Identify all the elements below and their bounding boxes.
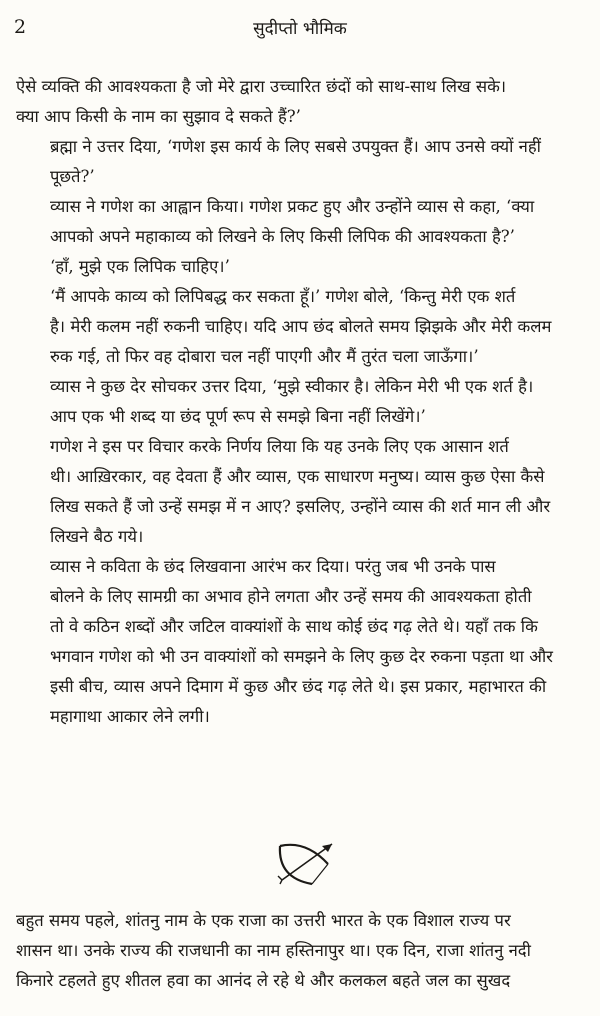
text-line: रुक गई, तो फिर वह दोबारा चल नहीं पाएगी और मैं तुरंत चला जाऊँगा।’ [50, 347, 479, 366]
text-line: ऐसे व्यक्ति की आवश्यकता है जो मेरे द्वारा उच्चारित छंदों को साथ-साथ लिख सके। [16, 77, 507, 96]
text-line: लिखने बैठ गये। [50, 527, 144, 546]
paragraph [16, 252, 588, 282]
paragraph [16, 72, 588, 132]
text-line: बोलने के लिए सामग्री का अभाव होने लगता और उन्हें समय की आवश्यकता होती [50, 587, 532, 606]
page-header [0, 10, 600, 50]
text-line: गणेश ने इस पर विचार करके निर्णय लिया कि यह उनके लिए एक आसान शर्त [50, 437, 509, 456]
closing-paragraph [16, 906, 588, 996]
paragraph [16, 192, 588, 252]
text-line: है। मेरी कलम नहीं रुकनी चाहिए। यदि आप छंद बोलते समय झिझके और मेरी कलम [50, 317, 552, 336]
bow-and-arrow-icon [272, 834, 338, 890]
text-line: महागाथा आकार लेने लगी। [50, 707, 210, 726]
text-line: व्यास ने कविता के छंद लिखवाना आरंभ कर दिया। परंतु जब भी उनके पास [50, 557, 496, 576]
running-head-author: सुदीप्तो भौमिक [253, 19, 347, 39]
paragraph [16, 132, 588, 192]
text-line: लिख सकते हैं जो उन्हें समझ में न आए? इसलिए, उन्होंने व्यास की शर्त मान ली और [50, 497, 551, 516]
text-line: ब्रह्मा ने उत्तर दिया, ‘गणेश इस कार्य के लिए सबसे उपयुक्त हैं। आप उनसे क्यों नहीं [50, 137, 541, 156]
text-line: इसी बीच, व्यास अपने दिमाग में कुछ और छंद गढ़ लेते थे। इस प्रकार, महाभारत की [50, 677, 547, 696]
text-line: ‘हाँ, मुझे एक लिपिक चाहिए।’ [50, 257, 230, 276]
text-line: ‘मैं आपके काव्य को लिपिबद्ध कर सकता हूँ।’ गणेश बोले, ‘किन्तु मेरी एक शर्त [50, 287, 516, 306]
text-line: आप एक भी शब्द या छंद पूर्ण रूप से समझे बिना नहीं लिखेंगे।’ [50, 407, 426, 426]
text-line: थी। आख़िरकार, वह देवता हैं और व्यास, एक साधारण मनुष्य। व्यास कुछ ऐसा कैसे [50, 467, 545, 486]
text-line: भगवान गणेश को भी उन वाक्यांशों को समझने के लिए कुछ देर रुकना पड़ता था और [50, 647, 553, 666]
paragraph [16, 906, 588, 996]
page-number: 2 [14, 16, 27, 38]
text-line: किनारे टहलते हुए शीतल हवा का आनंद ले रहे थे और कलकल बहते जल का सुखद [16, 971, 511, 990]
text-line: बहुत समय पहले, शांतनु नाम के एक राजा का उत्तरी भारत के एक विशाल राज्य पर [16, 911, 511, 930]
text-line: तो वे कठिन शब्दों और जटिल वाक्यांशों के साथ कोई छंद गढ़ लेते थे। यहाँ तक कि [50, 617, 538, 636]
paragraph [16, 552, 588, 732]
text-line: पूछते?’ [50, 167, 95, 186]
text-line: व्यास ने गणेश का आह्वान किया। गणेश प्रकट हुए और उन्होंने व्यास से कहा, ‘क्या [50, 197, 535, 216]
paragraph [16, 282, 588, 372]
body-text [16, 72, 588, 732]
paragraph [16, 372, 588, 432]
text-line: शासन था। उनके राज्य की राजधानी का नाम हस्तिनापुर था। एक दिन, राजा शांतनु नदी [16, 941, 531, 960]
paragraph [16, 432, 588, 552]
text-line: आपको अपने महाकाव्य को लिखने के लिए किसी लिपिक की आवश्यकता है?’ [50, 227, 515, 246]
text-line: क्या आप किसी के नाम का सुझाव दे सकते हैं?’ [16, 107, 301, 126]
text-line: व्यास ने कुछ देर सोचकर उत्तर दिया, ‘मुझे स्वीकार है। लेकिन मेरी भी एक शर्त है। [50, 377, 534, 396]
